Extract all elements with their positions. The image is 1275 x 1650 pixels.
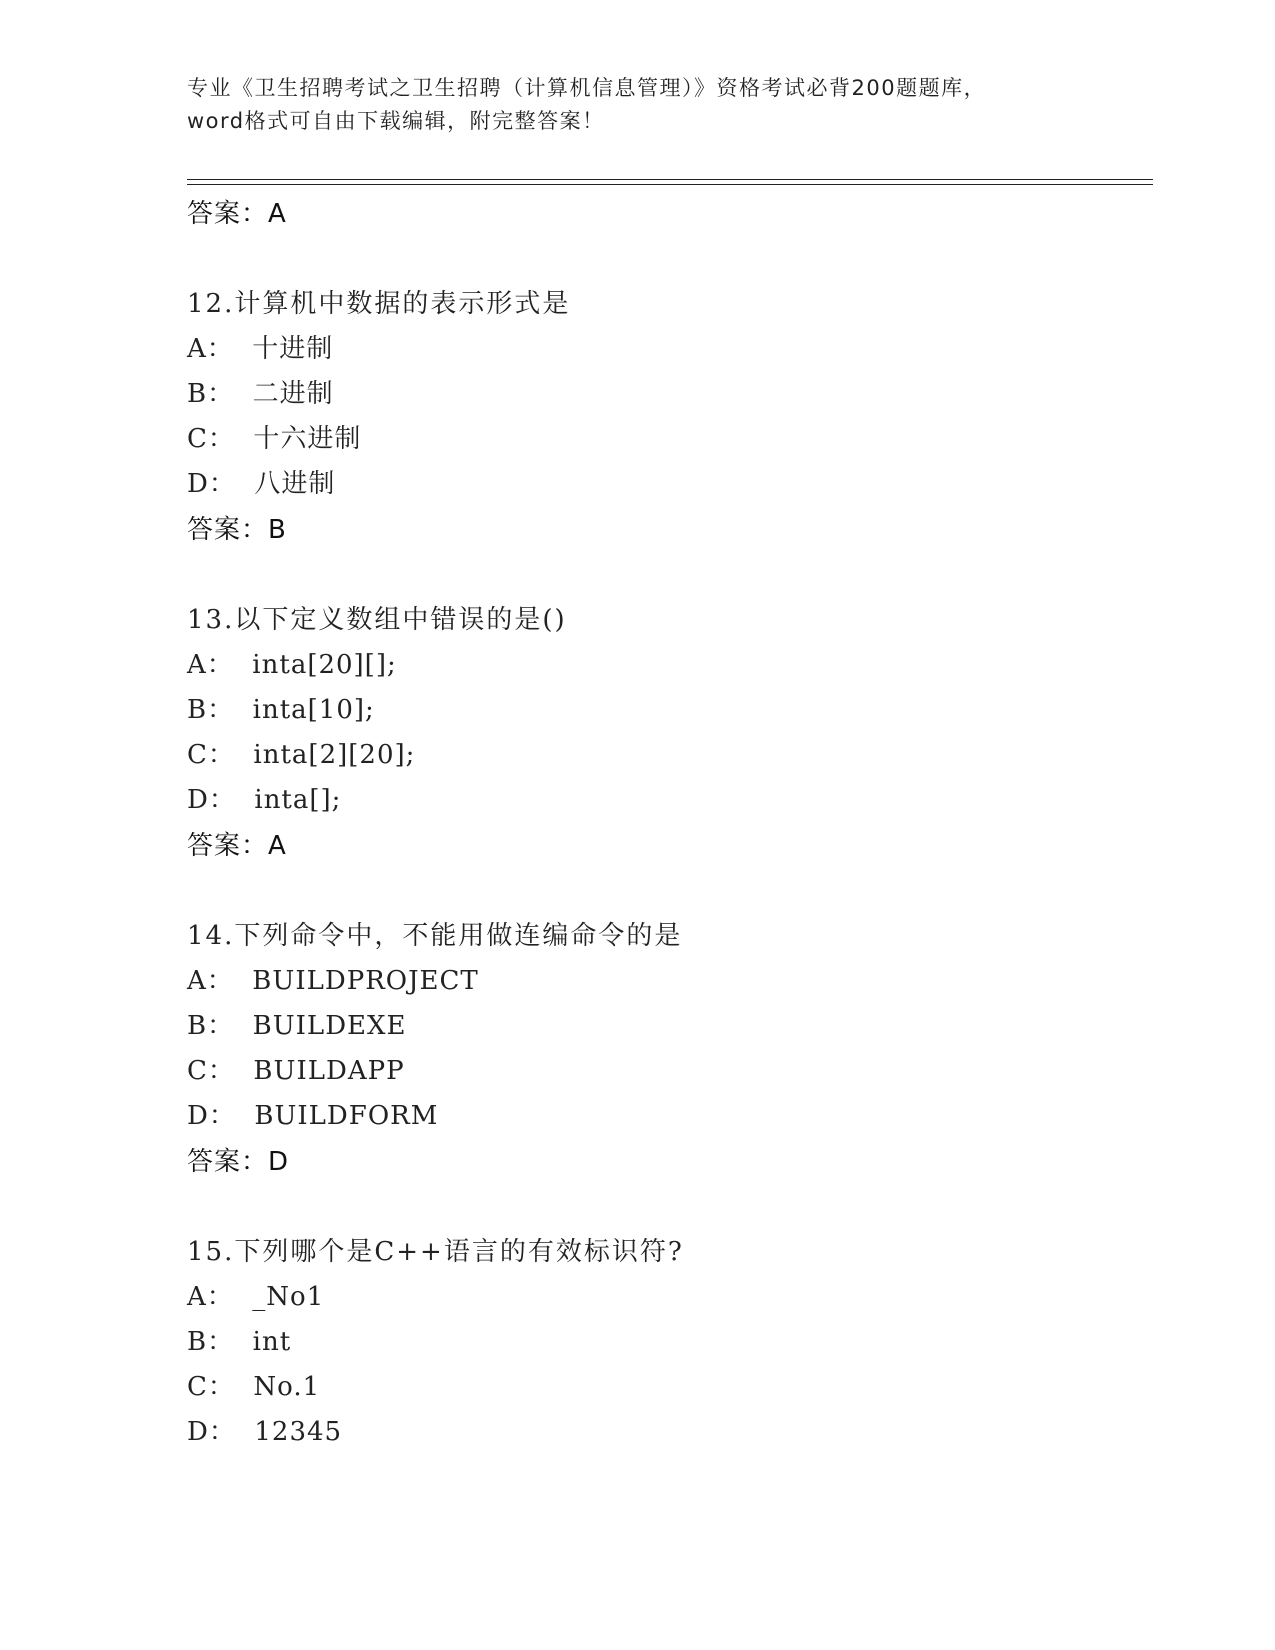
question-block-15 [187, 1230, 1153, 1455]
q12-option-c: C： 十六进制 [187, 424, 362, 454]
header-divider-bottom [187, 184, 1153, 185]
q12-option-b: B： 二进制 [187, 379, 334, 409]
header-divider-top [187, 179, 1153, 180]
q14-answer: 答案：D [187, 1147, 290, 1177]
q15-option-c: C： No.1 [187, 1372, 321, 1402]
question-14-text: 14.下列命令中，不能用做连编命令的是 [187, 921, 683, 951]
spacer [187, 553, 1153, 598]
spacer [187, 237, 1153, 282]
question-list [187, 191, 1153, 1455]
answer-11: 答案：A [187, 199, 287, 229]
header-line-1: 专业《卫生招聘考试之卫生招聘（计算机信息管理）》资格考试必背200题题库， [187, 76, 987, 100]
q15-option-d: D： 12345 [187, 1417, 343, 1447]
q13-answer: 答案：A [187, 831, 287, 861]
question-13-text: 13.以下定义数组中错误的是() [187, 605, 567, 635]
q14-option-d: D： BUILDFORM [187, 1101, 439, 1131]
q13-option-d: D： inta[]; [187, 785, 342, 815]
q14-option-b: B： BUILDEXE [187, 1011, 407, 1041]
question-block-12 [187, 282, 1153, 553]
question-15-text: 15.下列哪个是C++语言的有效标识符? [187, 1237, 684, 1267]
question-block-13 [187, 598, 1153, 869]
question-12-text: 12.计算机中数据的表示形式是 [187, 289, 571, 319]
q12-option-d: D： 八进制 [187, 469, 336, 499]
spacer [187, 869, 1153, 914]
q13-option-c: C： inta[2][20]; [187, 740, 416, 770]
q13-option-a: A： inta[20][]; [187, 650, 397, 680]
q14-option-a: A： BUILDPROJECT [187, 966, 479, 996]
header-line-2: word格式可自由下载编辑，附完整答案！ [187, 109, 605, 133]
q12-option-a: A： 十进制 [187, 334, 334, 364]
q13-option-b: B： inta[10]; [187, 695, 375, 725]
spacer [187, 1185, 1153, 1230]
question-block-14 [187, 914, 1153, 1185]
q15-option-a: A： _No1 [187, 1282, 325, 1312]
q15-option-b: B： int [187, 1327, 292, 1357]
q14-option-c: C： BUILDAPP [187, 1056, 405, 1086]
document-header [187, 72, 1087, 138]
q12-answer: 答案：B [187, 515, 287, 545]
